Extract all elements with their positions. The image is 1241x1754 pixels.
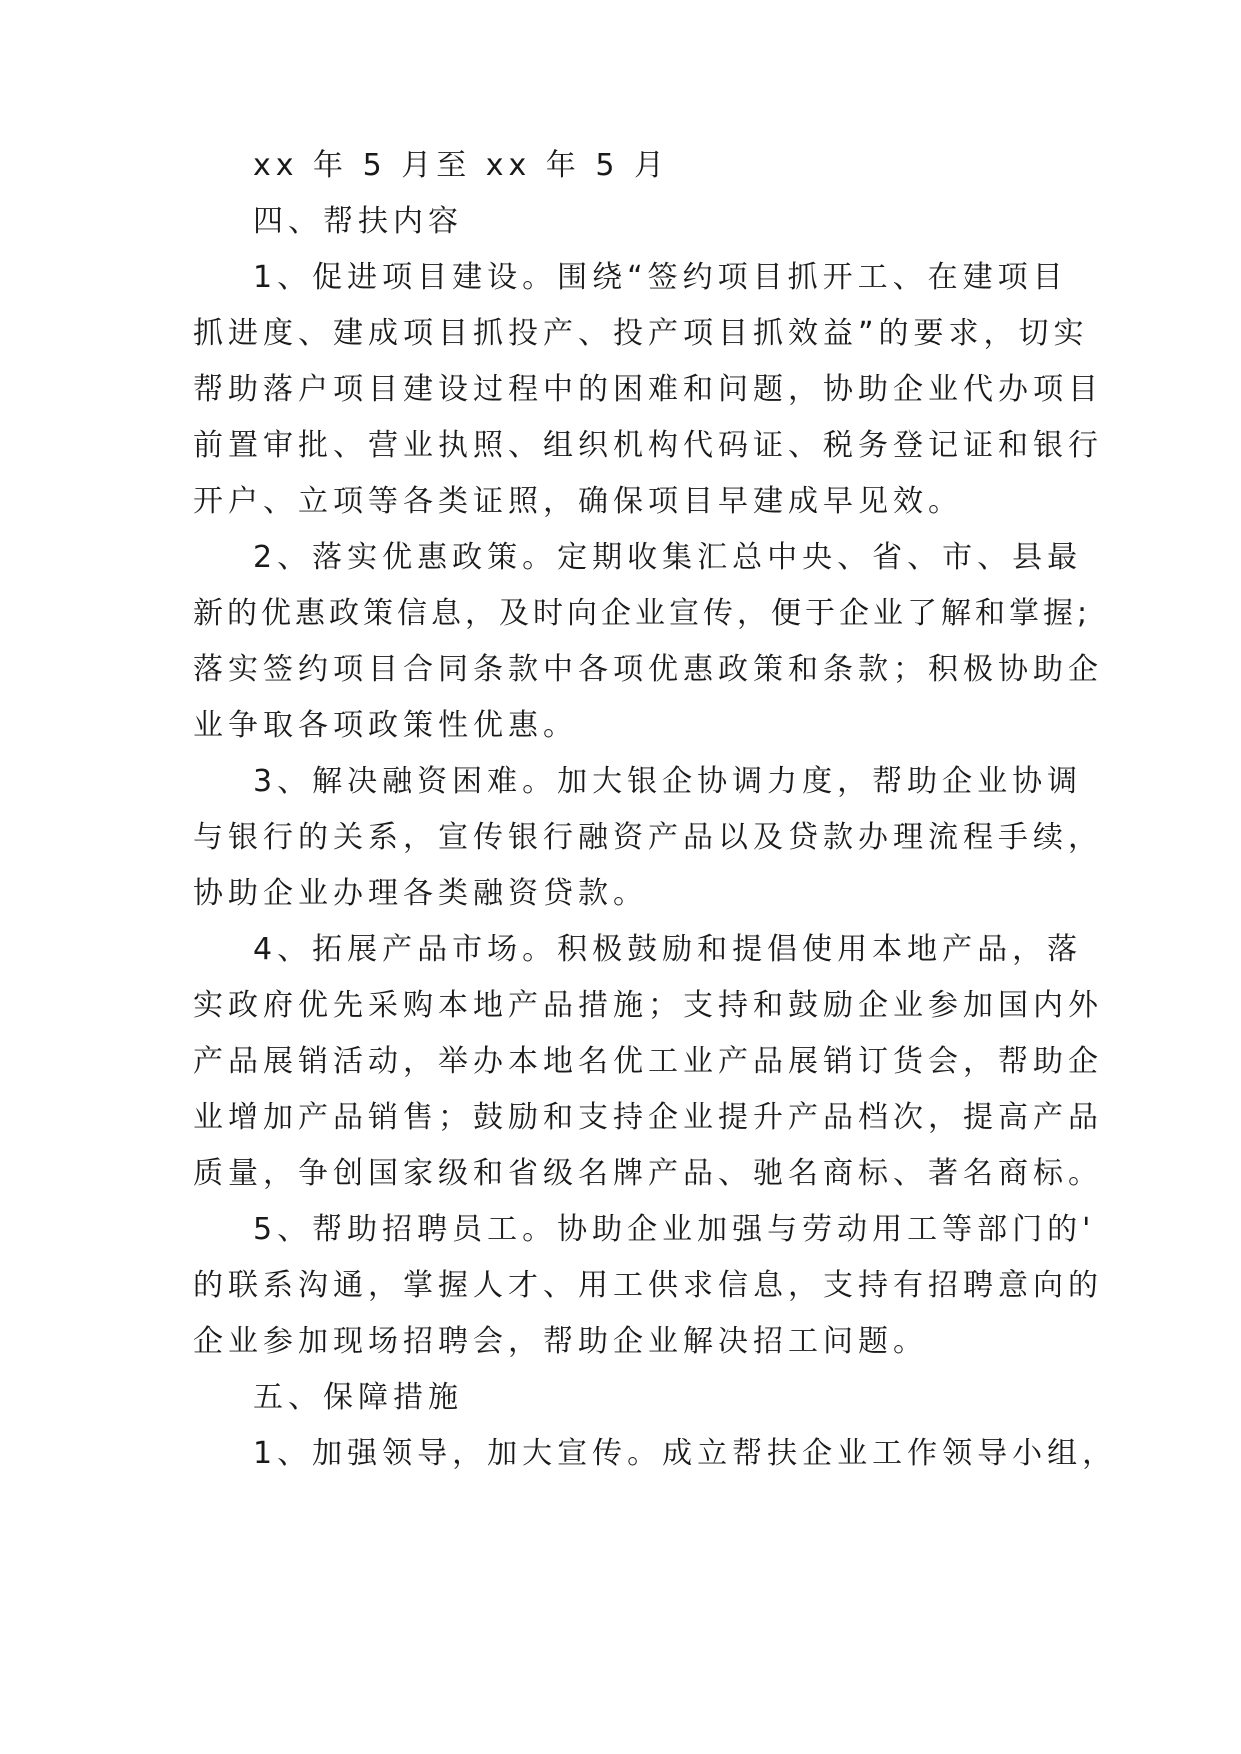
paragraph-5-line-1: 5、帮助招聘员工。协助企业加强与劳动用工等部门的' [253, 1212, 1096, 1247]
date-range-line: xx 年 5 月至 xx 年 5 月 [253, 148, 669, 183]
paragraph-4-line-2: 实政府优先采购本地产品措施；支持和鼓励企业参加国内外 [193, 988, 1103, 1023]
paragraph-1-line-4: 前置审批、营业执照、组织机构代码证、税务登记证和银行 [193, 428, 1103, 463]
paragraph-1-line-5: 开户、立项等各类证照，确保项目早建成早见效。 [193, 484, 963, 519]
paragraph-1-line-2: 抓进度、建成项目抓投产、投产项目抓效益”的要求，切实 [193, 316, 1089, 351]
paragraph-2-line-4: 业争取各项政策性优惠。 [193, 708, 578, 743]
paragraph-4-line-5: 质量，争创国家级和省级名牌产品、驰名商标、著名商标。 [193, 1156, 1103, 1191]
paragraph-1-line-3: 帮助落户项目建设过程中的困难和问题，协助企业代办项目 [193, 372, 1103, 407]
paragraph-5-line-3: 企业参加现场招聘会，帮助企业解决招工问题。 [193, 1324, 928, 1359]
paragraph-1-line-1: 1、促进项目建设。围绕“签约项目抓开工、在建项目 [253, 260, 1068, 295]
section-heading-assistance-content: 四、帮扶内容 [253, 204, 463, 239]
paragraph-6-line-1: 1、加强领导，加大宣传。成立帮扶企业工作领导小组， [253, 1436, 1118, 1471]
paragraph-4-line-3: 产品展销活动，举办本地名优工业产品展销订货会，帮助企 [193, 1044, 1103, 1079]
paragraph-3-line-2: 与银行的关系，宣传银行融资产品以及贷款办理流程手续， [193, 820, 1103, 855]
paragraph-5-line-2: 的联系沟通，掌握人才、用工供求信息，支持有招聘意向的 [193, 1268, 1103, 1303]
paragraph-2-line-1: 2、落实优惠政策。定期收集汇总中央、省、市、县最 [253, 540, 1083, 575]
paragraph-3-line-1: 3、解决融资困难。加大银企协调力度，帮助企业协调 [253, 764, 1083, 799]
paragraph-2-line-3: 落实签约项目合同条款中各项优惠政策和条款；积极协助企 [193, 652, 1103, 687]
paragraph-4-line-1: 4、拓展产品市场。积极鼓励和提倡使用本地产品，落 [253, 932, 1083, 967]
paragraph-3-line-3: 协助企业办理各类融资贷款。 [193, 876, 648, 911]
paragraph-2-line-2: 新的优惠政策信息，及时向企业宣传，便于企业了解和掌握; [193, 596, 1092, 631]
paragraph-4-line-4: 业增加产品销售；鼓励和支持企业提升产品档次，提高产品 [193, 1100, 1103, 1135]
section-heading-safeguards: 五、保障措施 [253, 1380, 463, 1415]
